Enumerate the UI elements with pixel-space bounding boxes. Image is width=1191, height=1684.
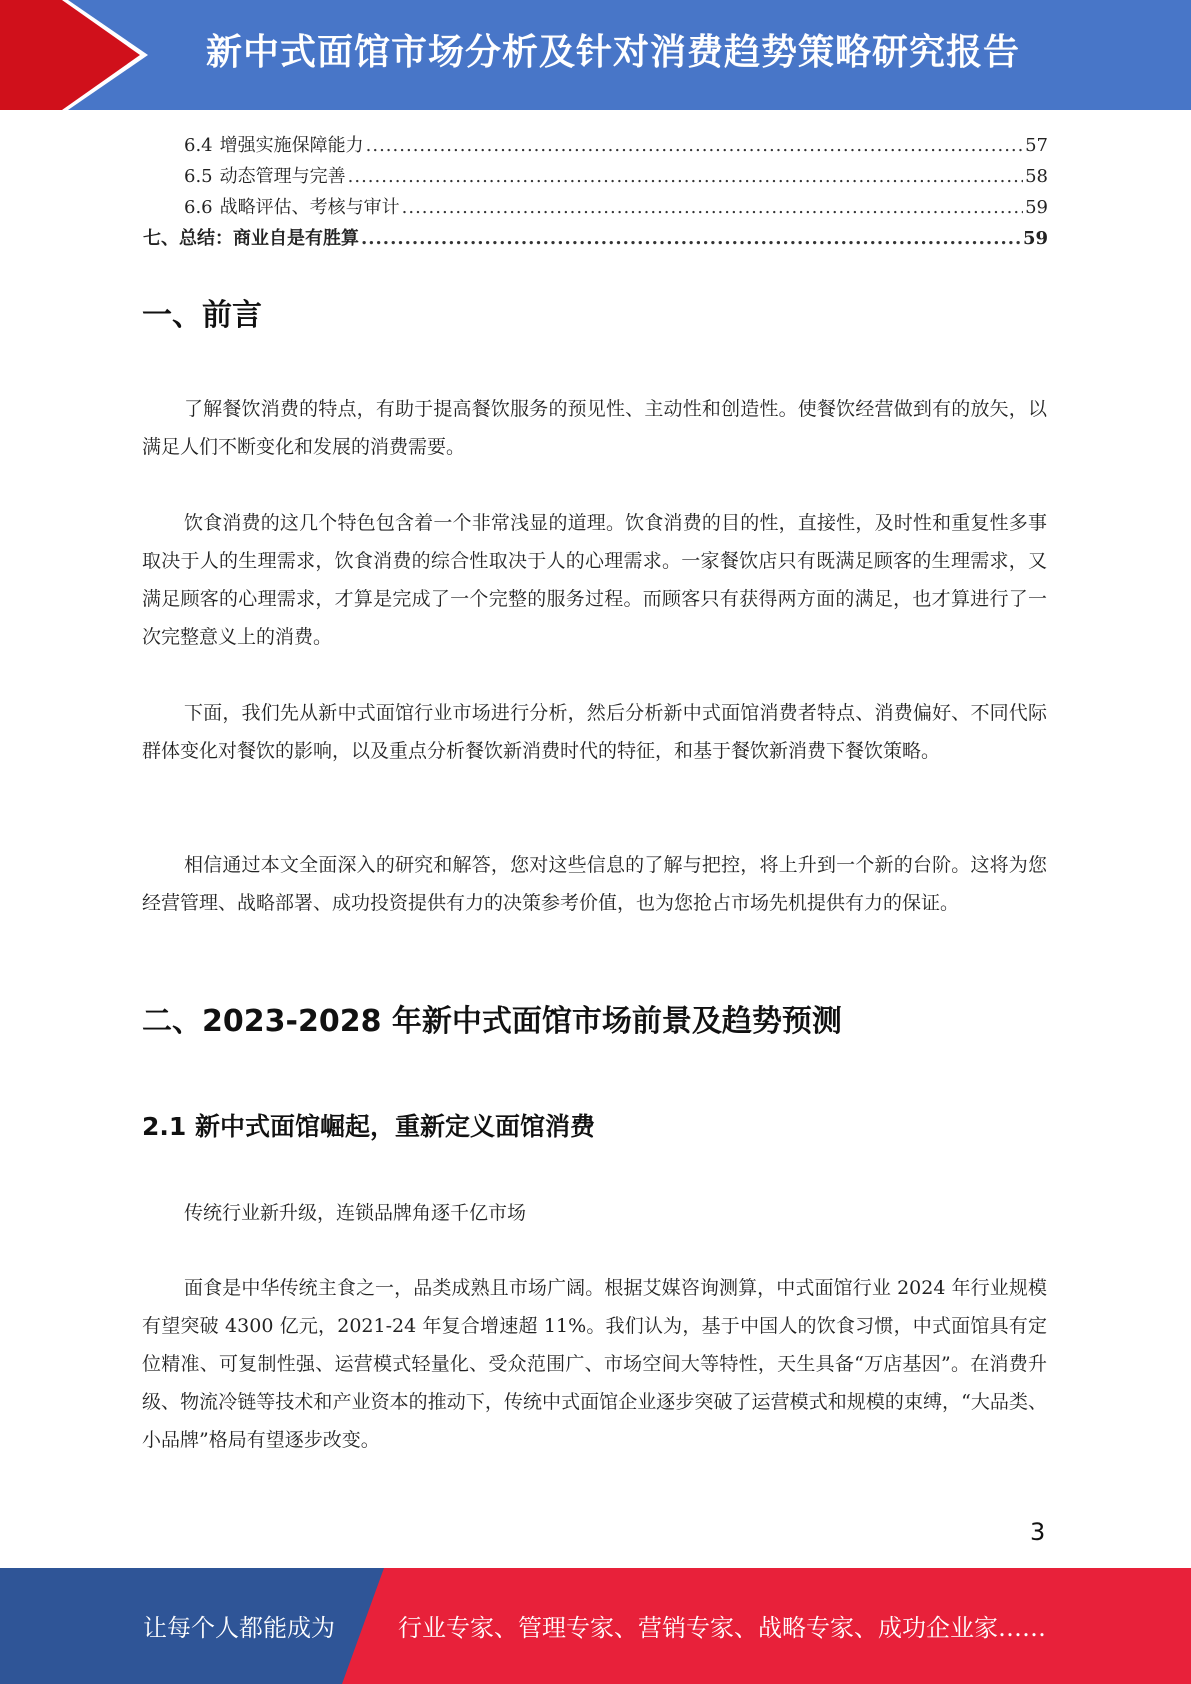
body-paragraph: 面食是中华传统主食之一，品类成熟且市场广阔。根据艾媒咨询测算，中式面馆行业 2024 年行业规模有望突破 4300 亿元，2021-24 年复合增速超 11%。我们认为，基于中国人的饮食习惯，中式面馆具有定位精准、可复制性强、运营模式轻量化、受众范围广、市场空间大等特性，天生具备“万店基因”。在消费升级、物流冷链等技术和产业资本的推动下，传统中式面馆企业逐步突破了运营模式和规模的束缚，“大品类、小品牌”格局有望逐步改变。 xyxy=(142,1277,1047,1451)
body-paragraph: 下面，我们先从新中式面馆行业市场进行分析，然后分析新中式面馆消费者特点、消费偏好、不同代际群体变化对餐饮的影响，以及重点分析餐饮新消费时代的特征，和基于餐饮新消费下餐饮策略。 xyxy=(142,702,1047,762)
toc-entry-page: 59 xyxy=(1022,228,1048,249)
footer-slogan-left: 让每个人都能成为 xyxy=(143,1614,335,1642)
toc-entry-number: 6.4 xyxy=(184,135,213,156)
toc-entry[interactable] xyxy=(143,223,1048,254)
section-heading: 一、前言 xyxy=(142,298,262,333)
section-heading: 二、2023-2028 年新中式面馆市场前景及趋势预测 xyxy=(142,1004,842,1039)
toc-entry-page: 58 xyxy=(1025,166,1048,187)
toc-entry[interactable] xyxy=(143,161,1048,192)
body-paragraph: 了解餐饮消费的特点，有助于提高餐饮服务的预见性、主动性和创造性。使餐饮经营做到有的放矢，以满足人们不断变化和发展的消费需要。 xyxy=(142,398,1047,458)
page-footer xyxy=(0,1568,1191,1684)
toc-entry-label: 增强实施保障能力 xyxy=(219,135,364,156)
toc-entry-label: 战略评估、考核与审计 xyxy=(219,197,400,218)
toc-entry[interactable] xyxy=(143,192,1048,223)
table-of-contents xyxy=(143,130,1048,254)
toc-entry-page: 59 xyxy=(1025,197,1048,218)
toc-leader-dots xyxy=(361,223,1021,254)
toc-leader-dots xyxy=(366,130,1023,161)
toc-entry-page: 57 xyxy=(1025,135,1048,156)
toc-leader-dots xyxy=(348,161,1023,192)
document-title: 新中式面馆市场分析及针对消费趋势策略研究报告 xyxy=(206,32,1021,73)
body-paragraph: 相信通过本文全面深入的研究和解答，您对这些信息的了解与把控，将上升到一个新的台阶。这将为您经营管理、战略部署、成功投资提供有力的决策参考价值，也为您抢占市场先机提供有力的保证。 xyxy=(142,854,1047,914)
toc-entry-label: 动态管理与完善 xyxy=(219,166,346,187)
toc-leader-dots xyxy=(402,192,1023,223)
body-paragraph: 饮食消费的这几个特色包含着一个非常浅显的道理。饮食消费的目的性，直接性，及时性和重复性多事取决于人的生理需求，饮食消费的综合性取决于人的心理需求。一家餐饮店只有既满足顾客的生理需求，又满足顾客的心理需求，才算是完成了一个完整的服务过程。而顾客只有获得两方面的满足，也才算进行了一次完整意义上的消费。 xyxy=(142,512,1047,648)
page-number: 3 xyxy=(1030,1518,1046,1546)
lead-paragraph: 传统行业新升级，连锁品牌角逐千亿市场 xyxy=(184,1202,527,1224)
page-header xyxy=(0,0,1191,110)
footer-slogan-right: 行业专家、管理专家、营销专家、战略专家、成功企业家…… xyxy=(398,1614,1046,1642)
toc-entry[interactable] xyxy=(143,130,1048,161)
toc-entry-number: 6.5 xyxy=(184,166,213,187)
toc-entry-number: 6.6 xyxy=(184,197,213,218)
toc-entry-label: 七、总结：商业自是有胜算 xyxy=(143,228,359,249)
subsection-heading: 2.1 新中式面馆崛起，重新定义面馆消费 xyxy=(142,1112,595,1141)
